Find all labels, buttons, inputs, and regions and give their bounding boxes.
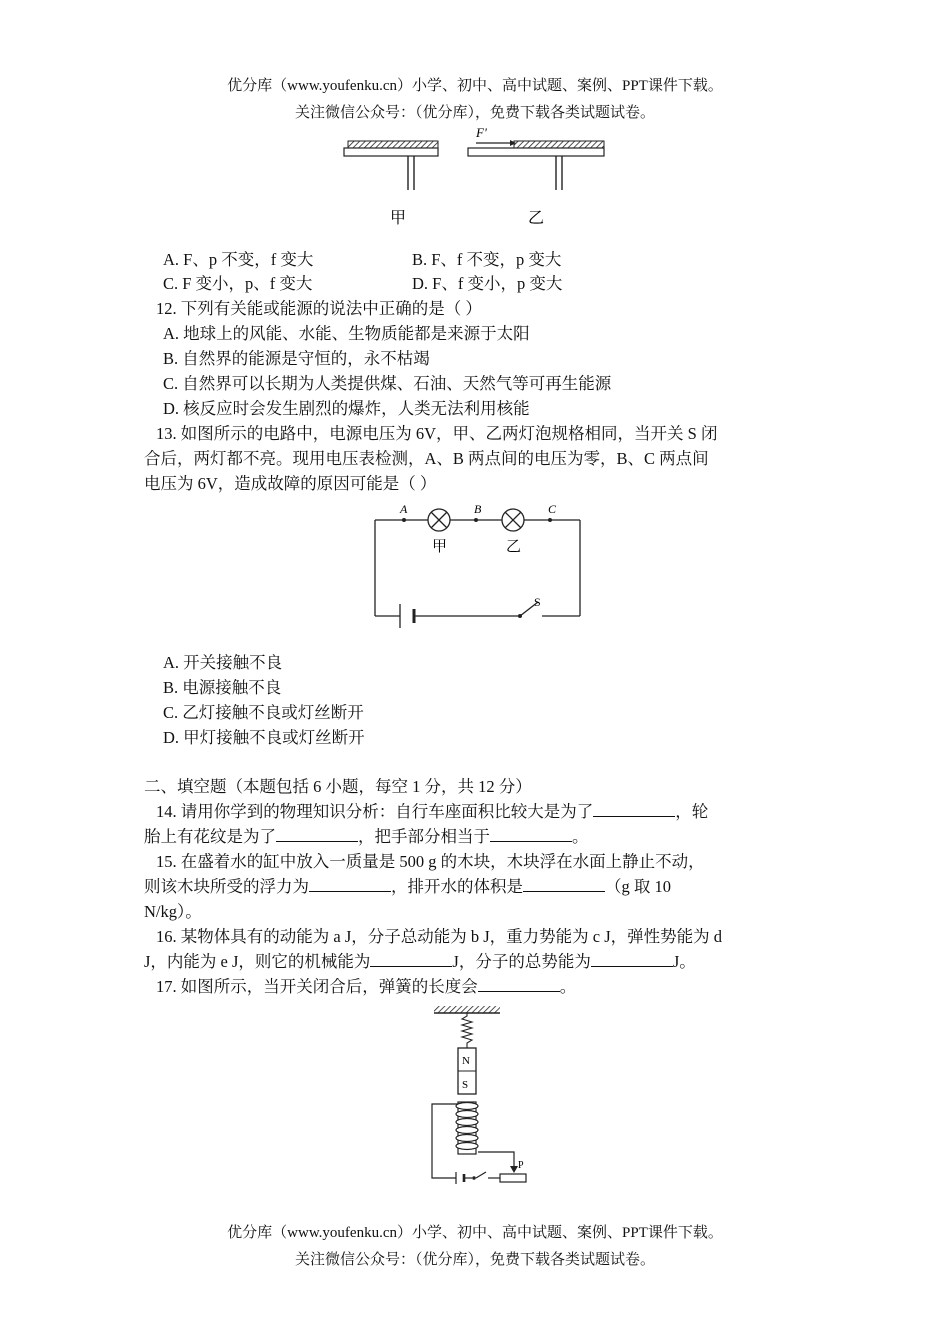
page-footer-line1: 优分库（www.youfenku.cn）小学、初中、高中试题、案例、PPT课件下载。 (227, 1225, 723, 1241)
q16-line1: 16. 某物体具有的动能为 a J，分子总动能为 b J，重力势能为 c J，弹性势能为 d (156, 927, 723, 946)
battery (400, 604, 414, 628)
figure-q11-table (330, 125, 620, 230)
q15-line2 (144, 873, 671, 897)
q15-line1: 15. 在盛着水的缸中放入一质量是 500 g 的木块，木块浮在水面上静止不动， (156, 852, 705, 871)
q16-line2 (144, 948, 696, 972)
q15-blank-1[interactable] (309, 877, 391, 892)
q16-blank-1[interactable] (370, 952, 452, 967)
q12-option-c: C. 自然界可以长期为人类提供煤、石油、天然气等可再生能源 (163, 374, 612, 393)
spring (462, 1013, 472, 1048)
q14-text-1: 14. 请用你学到的物理知识分析：自行车座面积比较大是为了 (156, 802, 594, 821)
q14-line1 (156, 798, 708, 822)
q13-stem-2: 合后，两灯都不亮。现用电压表检测，A、B 两点间的电压为零，B、C 两点间 (144, 449, 709, 468)
point-a-label: A (400, 502, 408, 516)
table-right (468, 140, 604, 190)
q12-option-a: A. 地球上的风能、水能、生物质能都是来源于太阳 (163, 324, 530, 343)
q12-option-b: B. 自然界的能源是守恒的，永不枯竭 (163, 349, 430, 368)
lamp-jia (428, 509, 450, 531)
q16-text-1: J，内能为 e J，则它的机械能为 (144, 952, 371, 971)
force-label: F' (476, 125, 487, 140)
lamp-yi-label: 乙 (506, 539, 522, 555)
label-jia: 甲 (390, 210, 407, 227)
switch-label: S (534, 595, 541, 609)
q16-text-2: J，分子的总势能为 (452, 952, 591, 971)
q15-blank-2[interactable] (523, 877, 605, 892)
lamp-jia-label: 甲 (432, 539, 448, 555)
q15-text-2: ，排开水的体积是 (391, 877, 523, 896)
q11-option-a: A. F、p 不变，f 变大 (163, 250, 314, 269)
q13-option-a: A. 开关接触不良 (163, 653, 283, 672)
switch-contact (518, 614, 522, 618)
page-header-line1: 优分库（www.youfenku.cn）小学、初中、高中试题、案例、PPT课件下载。 (227, 78, 723, 94)
q14-text-4: ，把手部分相当于 (358, 827, 490, 846)
q13-stem-3: 电压为 6V，造成故障的原因可能是（ ） (144, 474, 437, 493)
point-b-label: B (474, 502, 482, 516)
q16-blank-2[interactable] (591, 952, 673, 967)
q15-text-1: 则该木块所受的浮力为 (144, 877, 309, 896)
q15-line3: N/kg）。 (144, 902, 202, 921)
q14-text-2: ，轮 (675, 802, 709, 821)
q14-blank-2[interactable] (276, 827, 358, 842)
q17-blank-1[interactable] (478, 977, 560, 992)
table-left (344, 141, 438, 190)
section2-title: 二、填空题（本题包括 6 小题，每空 1 分，共 12 分） (144, 777, 532, 796)
q17-text-2: 。 (559, 977, 577, 996)
magnet-north-label: N (462, 1055, 470, 1067)
q11-option-c: C. F 变小，p、f 变大 (163, 274, 313, 293)
q14-text-5: 。 (572, 827, 589, 846)
battery (456, 1172, 464, 1184)
page-header-line2: 关注微信公众号：（优分库），免费下载各类试题试卷。 (294, 105, 655, 121)
ceiling (434, 1006, 500, 1013)
q17-text-1: 17. 如图所示，当开关闭合后，弹簧的长度会 (156, 977, 478, 996)
coil (456, 1102, 478, 1154)
lamp-yi (502, 509, 524, 531)
q12-stem: 12. 下列有关能或能源的说法中正确的是（ ） (156, 299, 482, 318)
q16-text-3: J。 (672, 952, 696, 971)
q15-text-3: （g 取 10 (605, 877, 671, 896)
q11-option-d: D. F、f 变小，p 变大 (412, 274, 563, 293)
q14-blank-1[interactable] (593, 802, 675, 817)
slider-arrow (510, 1166, 518, 1173)
q11-option-b: B. F、f 不变，p 变大 (412, 250, 562, 269)
q14-line2 (144, 823, 589, 847)
q13-stem-1: 13. 如图所示的电路中，电源电压为 6V，甲、乙两灯泡规格相同，当开关 S 闭 (156, 424, 718, 443)
q13-option-b: B. 电源接触不良 (163, 678, 282, 697)
q12-option-d: D. 核反应时会发生剧烈的爆炸，人类无法利用核能 (163, 399, 530, 418)
point-c-label: C (548, 502, 557, 516)
label-yi: 乙 (528, 210, 545, 227)
switch-contact (472, 1176, 476, 1180)
rheostat (500, 1174, 526, 1182)
figure-q17-electromagnet (420, 1002, 535, 1192)
q14-text-3: 胎上有花纹是为了 (144, 827, 276, 846)
q13-option-c: C. 乙灯接触不良或灯丝断开 (163, 703, 364, 722)
q17-line (156, 973, 576, 997)
q14-blank-3[interactable] (490, 827, 572, 842)
slider-label: P (518, 1160, 524, 1171)
figure-q13-circuit (360, 498, 595, 640)
page-footer-line2: 关注微信公众号：（优分库），免费下载各类试题试卷。 (294, 1252, 655, 1268)
magnet-south-label: S (462, 1079, 469, 1091)
q13-option-d: D. 甲灯接触不良或灯丝断开 (163, 728, 365, 747)
